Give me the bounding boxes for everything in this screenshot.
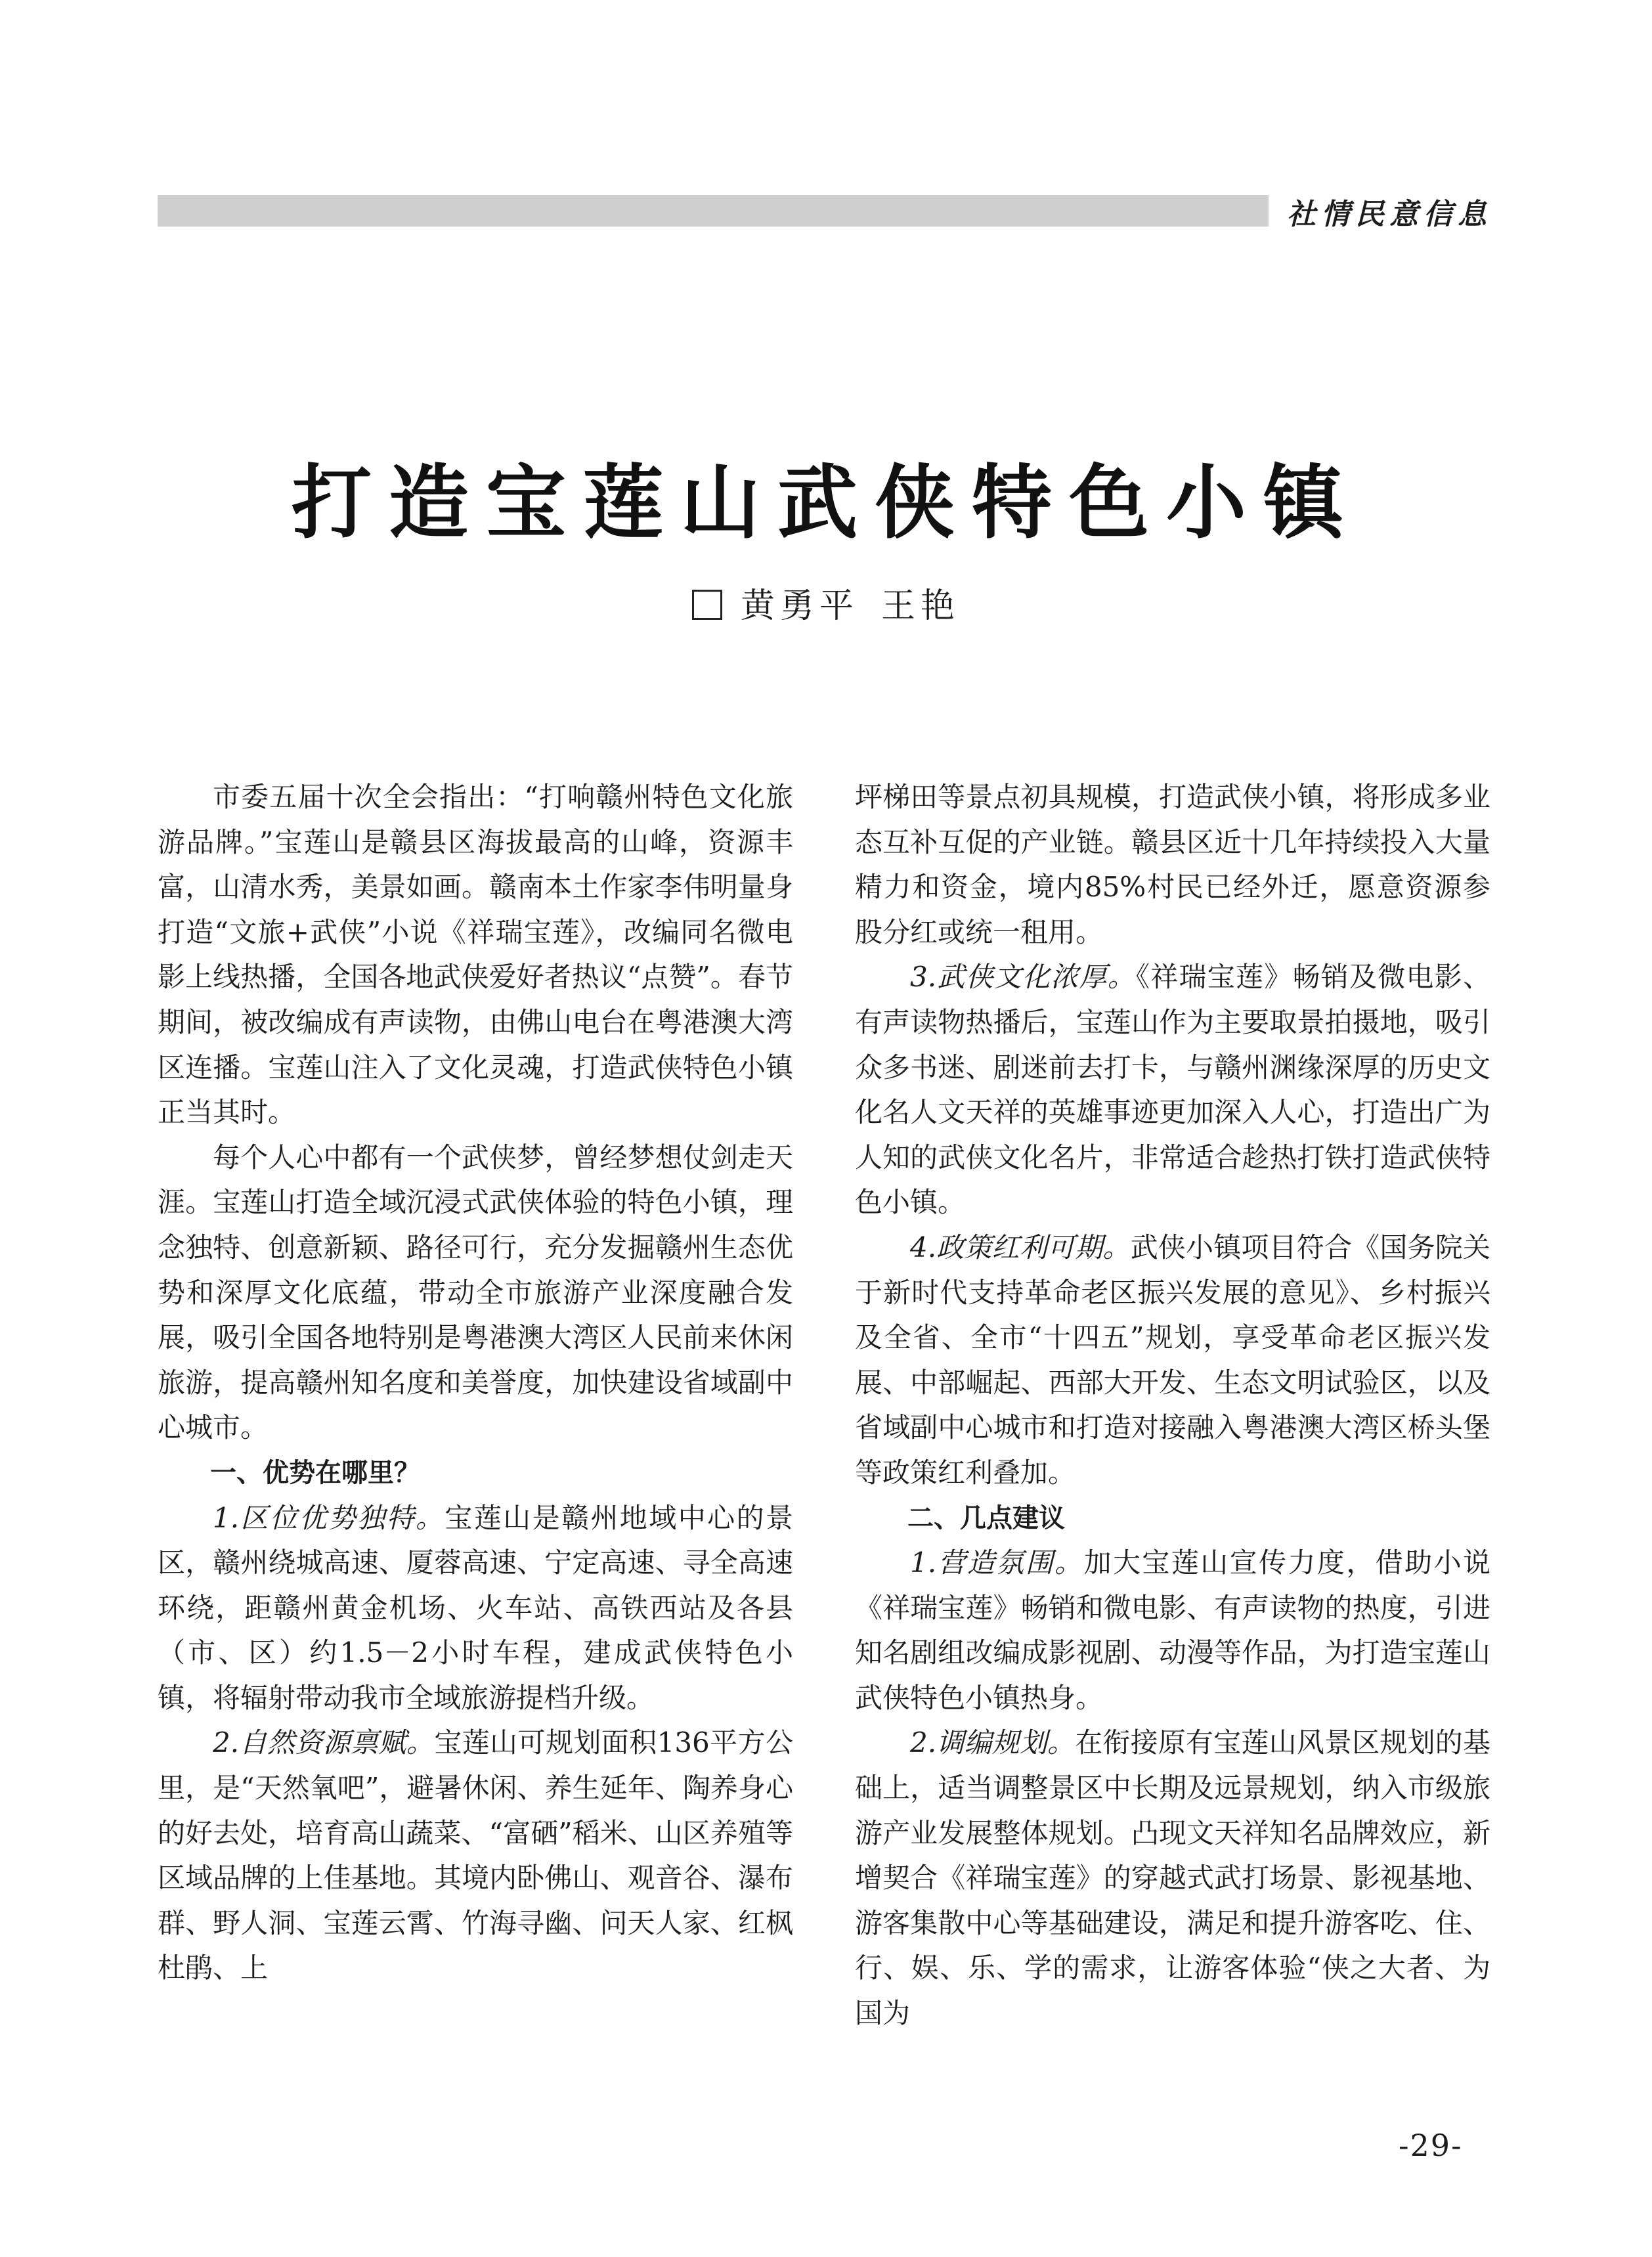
paragraph — [158, 775, 793, 1135]
author-name: 王艳 — [881, 586, 961, 626]
paragraph-text: 每个人心中都有一个武侠梦，曾经梦想仗剑走天涯。宝莲山打造全域沉浸式武侠体验的特色小镇，理念独特、创意新颖、路径可行，充分发掘赣州生态优势和深厚文化底蕴，带动全市旅游产业深度融合发展，吸引全国各地特别是粤港澳大湾区人民前来休闲旅游，提高赣州知名度和美誉度，加快建设省域副中心城市。 — [158, 1141, 793, 1444]
paragraph-lead: 4.政策红利可期。 — [910, 1231, 1131, 1263]
paragraph-text: 宝莲山可规划面积136平方公里，是“天然氧吧”，避暑休闲、养生延年、陶养身心的好去处，培育高山蔬菜、“富硒”稻米、山区养殖等区域品牌的上佳基地。其境内卧佛山、观音谷、瀑布群、野人洞、宝莲云霄、竹海寻幽、问天人家、红枫杜鹃、上 — [158, 1726, 793, 1984]
article-title: 打造宝莲山武侠特色小镇 — [292, 456, 1360, 550]
paragraph-lead: 3.武侠文化浓厚。 — [910, 961, 1137, 994]
author-name: 黄勇平 — [740, 586, 859, 626]
paragraph-text: 坪梯田等景点初具规模，打造武侠小镇，将形成多业态互补互促的产业链。赣县区近十几年持续投入大量精力和资金，境内85%村民已经外迁，愿意资源参股分红或统一租用。 — [855, 781, 1490, 948]
paragraph-lead: 1.区位优势独特。 — [213, 1501, 445, 1534]
paragraph — [158, 1720, 793, 1991]
paragraph — [855, 1225, 1490, 1496]
paragraph-lead: 1.营造氛围。 — [910, 1546, 1084, 1579]
paragraph-lead: 2.自然资源禀赋。 — [213, 1726, 435, 1759]
paragraph-lead: 2.调编规划。 — [910, 1726, 1076, 1759]
paragraph — [158, 1496, 793, 1721]
left-column — [158, 775, 793, 1991]
paragraph-text: 加大宝莲山宣传力度，借助小说《祥瑞宝莲》畅销和微电影、有声读物的热度，引进知名剧组改编成影视剧、动漫等作品，为打造宝莲山武侠特色小镇热身。 — [855, 1546, 1490, 1714]
paragraph — [855, 1720, 1490, 2036]
byline-box-icon — [692, 590, 722, 620]
paragraph — [855, 775, 1490, 955]
section-label: 社情民意信息 — [1287, 198, 1492, 231]
paragraph-text: 市委五届十次全会指出：“打响赣州特色文化旅游品牌。”宝莲山是赣县区海拔最高的山峰，资源丰富，山清水秀，美景如画。赣南本土作家李伟明量身打造“文旅+武侠”小说《祥瑞宝莲》，改编同名微电影上线热播，全国各地武侠爱好者热议“点赞”。春节期间，被改编成有声读物，由佛山电台在粤港澳大湾区连播。宝莲山注入了文化灵魂，打造武侠特色小镇正当其时。 — [158, 781, 793, 1129]
right-column — [855, 775, 1490, 2036]
header-rule — [158, 195, 1269, 227]
section-heading: 二、几点建议 — [907, 1502, 1065, 1533]
paragraph-text: 在衔接原有宝莲山风景区规划的基础上，适当调整景区中长期及远景规划，纳入市级旅游产业发展整体规划。凸现文天祥知名品牌效应，新增契合《祥瑞宝莲》的穿越式武打场景、影视基地、游客集散中心等基础建设，满足和提升游客吃、住、行、娱、乐、学的需求，让游客体验“侠之大者、为国为 — [855, 1726, 1490, 2030]
page-number: -29- — [1399, 2128, 1463, 2163]
paragraph — [855, 1541, 1490, 1720]
paragraph — [855, 955, 1490, 1225]
paragraph-text: 《祥瑞宝莲》畅销及微电影、有声读物热播后，宝莲山作为主要取景拍摄地，吸引众多书迷、剧迷前去打卡，与赣州渊缘深厚的历史文化名人文天祥的英雄事迹更加深入人心，打造出广为人知的武侠文化名片，非常适合趁热打铁打造武侠特色小镇。 — [855, 961, 1490, 1219]
paragraph-text: 宝莲山是赣州地域中心的景区，赣州绕城高速、厦蓉高速、宁定高速、寻全高速环绕，距赣州黄金机场、火车站、高铁西站及各县（市、区）约1.5－2小时车程，建成武侠特色小镇，将辐射带动我市全域旅游提档升级。 — [158, 1501, 793, 1714]
paragraph-text: 武侠小镇项目符合《国务院关于新时代支持革命老区振兴发展的意见》、乡村振兴及全省、全市“十四五”规划，享受革命老区振兴发展、中部崛起、西部大开发、生态文明试验区，以及省域副中心城市和打造对接融入粤港澳大湾区桥头堡等政策红利叠加。 — [855, 1231, 1490, 1489]
section-heading: 一、优势在哪里？ — [210, 1457, 420, 1488]
byline — [0, 578, 1652, 627]
paragraph — [158, 1135, 793, 1451]
